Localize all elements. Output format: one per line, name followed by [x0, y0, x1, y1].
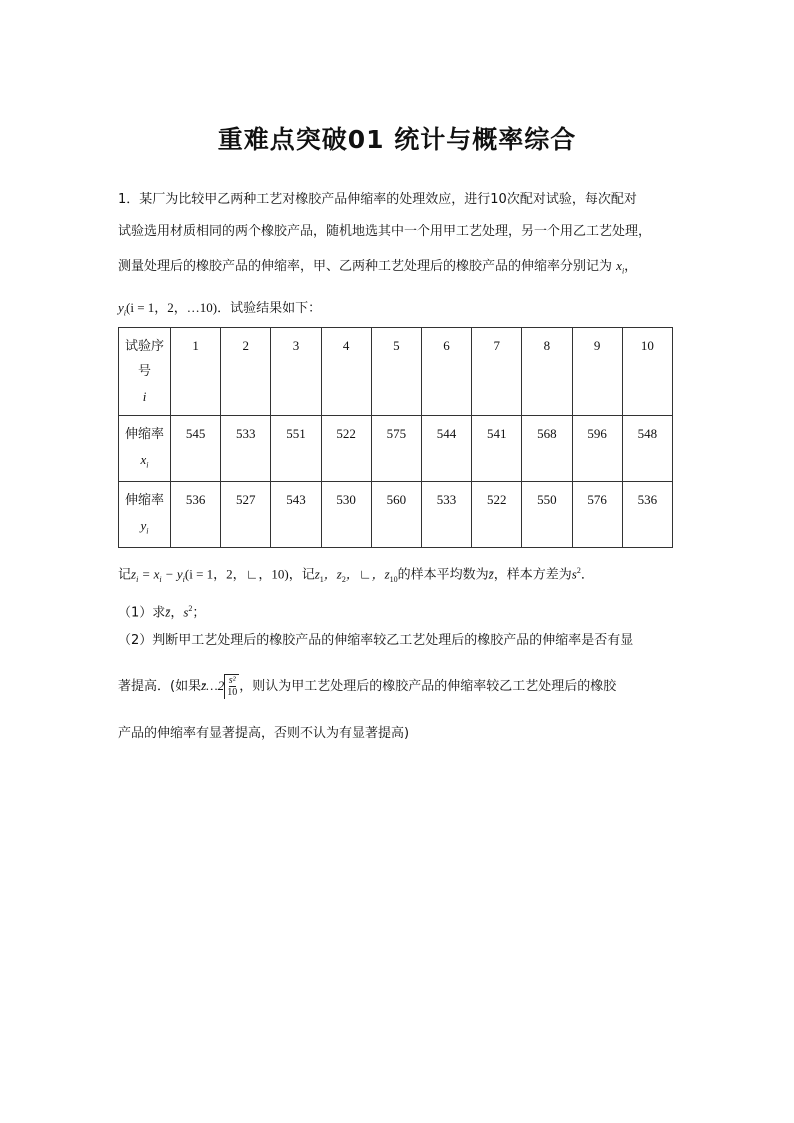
problem-line-2: 试验选用材质相同的两个橡胶产品，随机地选其中一个用甲工艺处理，另一个用乙工艺处理， — [118, 224, 652, 239]
problem-line-4-text: ．试验结果如下： — [217, 301, 322, 316]
table-cell: 575 — [371, 415, 421, 481]
index-range: (i = 1，2，…10) — [126, 300, 218, 315]
mean-symbol: z̄ — [488, 566, 494, 582]
var-y: y — [118, 300, 124, 315]
question-2-line-3: 产品的伸缩率有显著提高，否则不认为有显著提高) — [118, 726, 410, 741]
seq-sub-2: 2 — [341, 574, 346, 584]
sqrt-fraction — [224, 669, 239, 705]
table-cell: 543 — [271, 481, 321, 547]
table-cell: 10 — [622, 328, 672, 416]
q1-text: （1）求 — [118, 605, 166, 621]
table-cell: 5 — [371, 328, 421, 416]
row-header-label: 伸缩率 — [124, 426, 164, 442]
table-cell: 596 — [572, 415, 622, 481]
table-cell: 545 — [171, 415, 221, 481]
q1-variance: s — [183, 604, 189, 620]
q2-condition: z̄…2 — [201, 678, 225, 693]
table-cell: 1 — [171, 328, 221, 416]
table-cell: 527 — [221, 481, 271, 547]
problem-line-1: 1．某厂为比较甲乙两种工艺对橡胶产品伸缩率的处理效应，进行10次配对试验，每次配对 — [118, 192, 637, 207]
q1-exp: 2 — [188, 604, 193, 613]
table-cell: 7 — [472, 328, 522, 416]
table-cell: 2 — [221, 328, 271, 416]
table-cell: 551 — [271, 415, 321, 481]
problem-line-3-text: 测量处理后的橡胶产品的伸缩率，甲、乙两种工艺处理后的橡胶产品的伸缩率分别记为 — [118, 259, 613, 274]
row-header-sub: i — [146, 460, 149, 470]
row-header-var: x — [140, 451, 147, 467]
row-header-var: y — [140, 517, 147, 533]
table-cell: 530 — [321, 481, 371, 547]
q2-text-a: 著提高．(如果 — [118, 679, 202, 694]
table-cell: 576 — [572, 481, 622, 547]
table-cell: 6 — [421, 328, 471, 416]
table-cell: 522 — [472, 481, 522, 547]
def-text-1: 记 — [118, 567, 132, 583]
table-row-x — [119, 415, 673, 481]
seq-z2: ，z — [323, 566, 342, 582]
seq-sub-1: 1 — [319, 574, 324, 584]
row-header-var: i — [142, 389, 147, 404]
def-range: (i = 1，2，∟，10) — [184, 566, 289, 582]
table-cell: 548 — [622, 415, 672, 481]
definition-line: 记$z_i = x_i - y_i(i = 1$，2，∟，10)，记$z_1$，$z_2$，∟，$z_{10}$的样本平均数为z̄，样本方差为$s^2$． — [118, 566, 594, 584]
table-row-y — [119, 481, 673, 547]
variance-symbol: s — [571, 566, 577, 582]
def-text-5: ． — [580, 567, 594, 583]
var-y-sub: i — [123, 308, 127, 318]
row-header-label: 伸缩率 — [124, 492, 164, 508]
table-row-index — [119, 328, 673, 416]
problem-line-4 — [118, 290, 678, 332]
row-header-y — [119, 481, 171, 547]
var-x-sub: i — [621, 266, 625, 276]
def-y: − y — [161, 566, 183, 582]
problem-line-3-end: ， — [624, 259, 638, 274]
fraction-denominator: 10 — [227, 686, 238, 698]
table-cell: 544 — [421, 415, 471, 481]
def-text-4: ，样本方差为 — [493, 567, 572, 583]
table-cell: 533 — [221, 415, 271, 481]
seq-sub-3: 10 — [389, 574, 398, 584]
seq-z10: ，∟，z — [345, 566, 390, 582]
q1-mean: z̄ — [165, 604, 171, 620]
row-header-sub: i — [146, 526, 149, 536]
table-cell: 568 — [522, 415, 572, 481]
results-table — [118, 327, 673, 548]
table-cell: 8 — [522, 328, 572, 416]
row-header-x — [119, 415, 171, 481]
table-cell: 560 — [371, 481, 421, 547]
def-text-2: ，记 — [288, 567, 315, 583]
def-text-3: 的样本平均数为 — [397, 567, 489, 583]
def-x: = x — [138, 566, 160, 582]
def-z: z — [131, 566, 137, 582]
seq-z1: z — [314, 566, 320, 582]
table-cell: 4 — [321, 328, 371, 416]
q1-end: ； — [192, 605, 206, 621]
row-header-index — [119, 328, 171, 416]
table-cell: 3 — [271, 328, 321, 416]
q2-text-b: ，则认为甲工艺处理后的橡胶产品的伸缩率较乙工艺处理后的橡胶 — [239, 679, 617, 694]
table-cell: 550 — [522, 481, 572, 547]
fraction-numerator: s² — [228, 674, 236, 686]
table-cell: 522 — [321, 415, 371, 481]
table-cell: 9 — [572, 328, 622, 416]
table-cell: 536 — [171, 481, 221, 547]
table-cell: 536 — [622, 481, 672, 547]
page-title: 重难点突破01 统计与概率综合 — [217, 125, 577, 154]
table-cell: 533 — [421, 481, 471, 547]
variance-exp: 2 — [576, 566, 581, 575]
row-header-label: 试验序号 — [124, 339, 164, 379]
table-cell: 541 — [472, 415, 522, 481]
var-x: x — [616, 258, 622, 273]
problem-line-3 — [118, 248, 678, 290]
question-2-line-1: （2）判断甲工艺处理后的橡胶产品的伸缩率较乙工艺处理后的橡胶产品的伸缩率是否有显 — [118, 633, 634, 648]
question-2-line-2 — [118, 668, 678, 705]
q1-sep: ， — [170, 605, 184, 621]
